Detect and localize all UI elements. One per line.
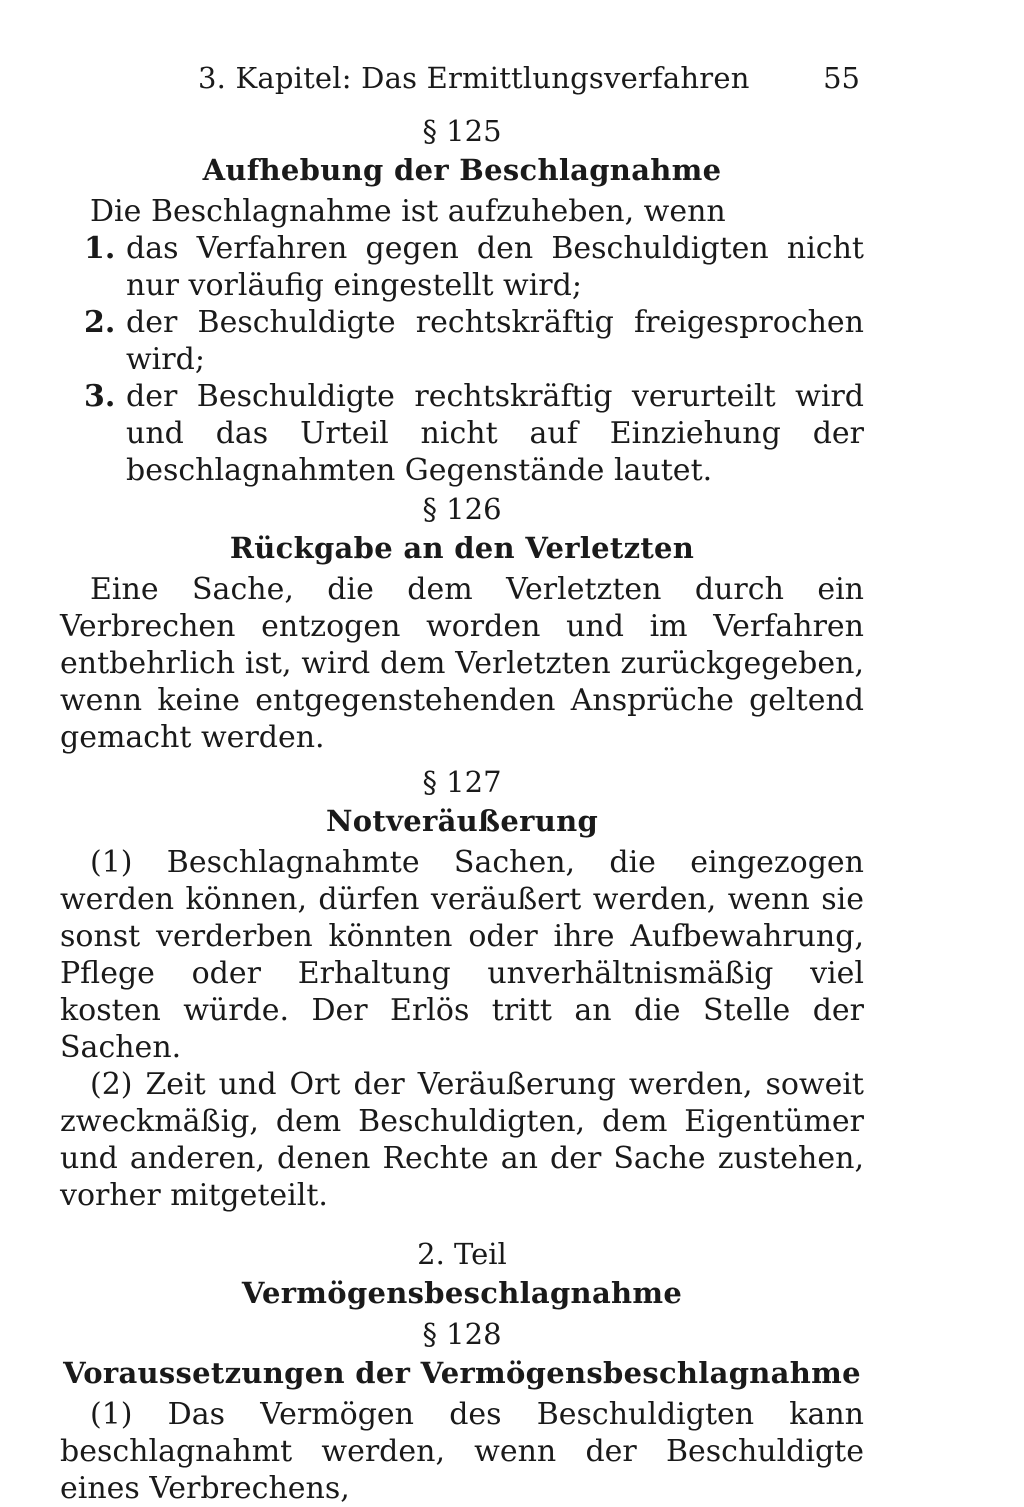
list-item-text: der Beschuldigte rechtskräftig freigesprochen wird; <box>126 305 864 377</box>
section-title: Voraussetzungen der Vermögensbeschlagnahme <box>63 1356 861 1390</box>
running-header <box>60 60 864 97</box>
section-sign: § 126 <box>422 492 502 526</box>
section-sign: § 127 <box>422 765 502 799</box>
paragraph-1: (1) Das Vermögen des Beschuldigten kann beschlagnahmt werden, wenn der Beschuldigte eines Verbrechens, <box>60 1397 864 1506</box>
section-title: Notveräußerung <box>325 804 599 838</box>
list-item <box>60 304 864 378</box>
list-item-text: der Beschuldigte rechtskräftig verurteilt wird und das Urteil nicht auf Einziehung der beschlagnahmten Gegenstände lautet. <box>126 379 864 488</box>
paragraph-2: (2) Zeit und Ort der Veräußerung werden, soweit zweckmäßig, dem Beschuldigten, dem Eigentümer und anderen, denen Rechte an der Sache zustehen, vorher mitgeteilt. <box>60 1067 864 1213</box>
list-item-number: 2. <box>84 305 116 340</box>
section-127 <box>60 764 864 1214</box>
part-2 <box>60 1236 864 1312</box>
section-title: Aufhebung der Beschlagnahme <box>202 153 722 187</box>
paragraph-1: (1) Beschlagnahmte Sachen, die eingezogen werden können, dürfen veräußert werden, wenn sie sonst verderben könnten oder ihre Aufbewahrung, Pflege oder Erhaltung unverhältnismäßig viel kosten würde. Der Erlös tritt an die Stelle der Sachen. <box>60 845 864 1065</box>
list-item-number: 1. <box>84 231 116 266</box>
section-intro: Die Beschlagnahme ist aufzuheben, wenn <box>90 194 726 229</box>
section-125 <box>60 113 864 489</box>
list-item-number: 3. <box>84 379 116 414</box>
list-item <box>60 230 864 304</box>
part-title: Vermögensbeschlagnahme <box>241 1276 683 1310</box>
enumerated-list <box>60 230 864 489</box>
section-126 <box>60 491 864 756</box>
page-number: 55 <box>823 61 860 95</box>
section-title: Rückgabe an den Verletzten <box>229 531 695 565</box>
section-128 <box>60 1316 864 1507</box>
section-sign: § 125 <box>422 114 502 148</box>
section-text: Eine Sache, die dem Verletzten durch ein Verbrechen entzogen worden und im Verfahren entbehrlich ist, wird dem Verletzten zurückgegeben, wenn keine entgegenstehenden Ansprüche geltend gemacht werden. <box>60 572 864 755</box>
list-item <box>60 378 864 489</box>
list-item-text: das Verfahren gegen den Beschuldigten nicht nur vorläufig eingestellt wird; <box>126 231 864 303</box>
part-label: 2. Teil <box>417 1237 507 1271</box>
chapter-title: 3. Kapitel: Das Ermittlungsverfahren <box>198 61 750 95</box>
section-sign: § 128 <box>422 1317 502 1351</box>
document-page <box>60 60 864 1507</box>
